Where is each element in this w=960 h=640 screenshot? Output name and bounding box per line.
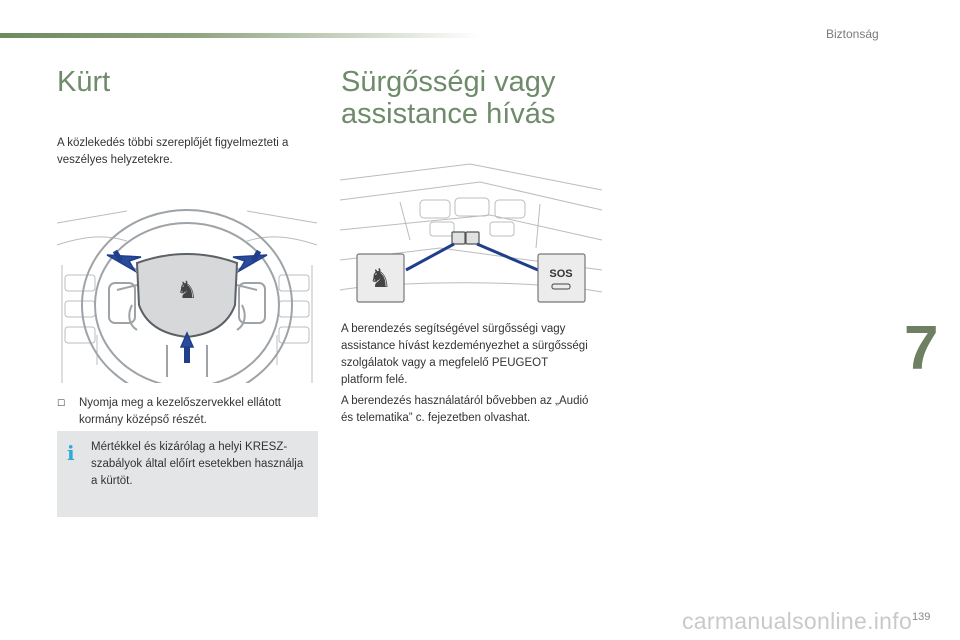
horn-title: Kürt xyxy=(57,66,111,98)
info-icon: i xyxy=(67,441,75,465)
horn-instruction-text: Nyomja meg a kezelőszervekkel ellátott kormány középső részét. xyxy=(79,397,281,426)
section-name: Biztonság xyxy=(826,27,879,41)
watermark: carmanualsonline.info xyxy=(682,608,913,634)
checkbox-icon: ☐ xyxy=(57,398,66,408)
horn-instruction xyxy=(57,395,317,429)
sos-pointer-lines xyxy=(406,244,538,270)
sos-button-label: SOS xyxy=(549,268,573,280)
horn-intro: A közlekedés többi szereplőjét figyelmezteti a veszélyes helyzetekre. xyxy=(57,137,289,166)
sos-reference: A berendezés használatáról bővebben az „Audió és telematika” c. fejezetben olvashat. xyxy=(341,395,589,424)
chapter-number: 7 xyxy=(904,314,939,383)
info-box xyxy=(57,431,318,517)
svg-text:♞: ♞ xyxy=(176,276,198,304)
header-accent-bar xyxy=(0,33,480,38)
ceiling-console-illustration xyxy=(340,160,602,310)
sos-title: Sürgősségi vagy assistance hívás xyxy=(341,66,556,130)
sos-description: A berendezés segítségével sürgősségi vagy assistance hívást kezdeményezhet a sürgősségi szolgálatok vagy a megfelelő PEUGEOT platform felé. xyxy=(341,323,588,386)
steering-wheel-illustration xyxy=(57,205,317,383)
info-text: Mértékkel és kizárólag a helyi KRESZ-szabályok által előírt esetekben használja a kürtöt. xyxy=(91,441,304,487)
page-number: 139 xyxy=(912,611,931,623)
peugeot-lion-icon: ♞ xyxy=(368,264,392,294)
